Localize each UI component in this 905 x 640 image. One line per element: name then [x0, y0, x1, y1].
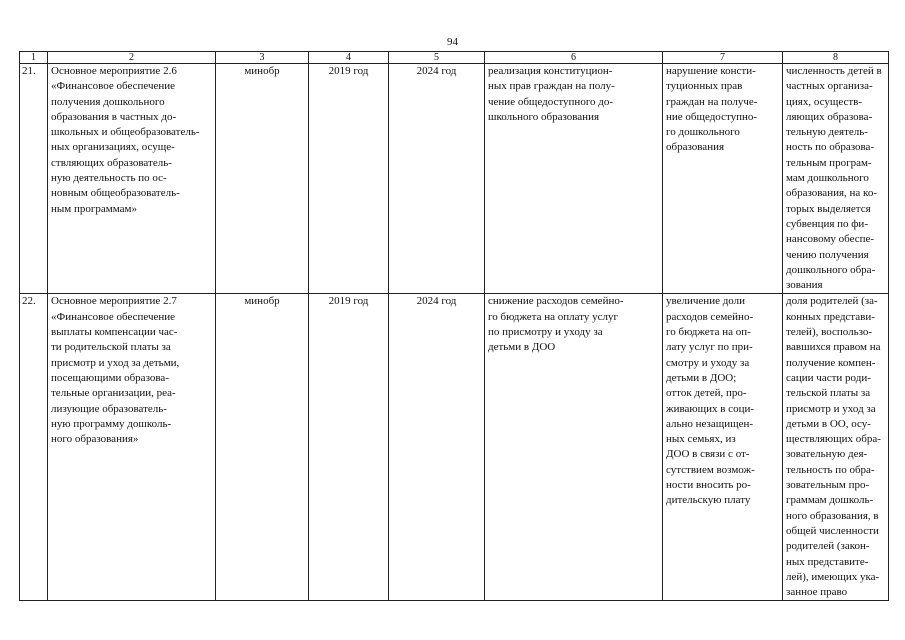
text-line: ствляющих образователь- — [51, 156, 172, 169]
column-number: 6 — [485, 52, 663, 64]
text-line: образования — [666, 141, 725, 154]
executor-cell: минобр — [216, 64, 309, 294]
page-number: 94 — [447, 36, 458, 48]
text-line: общей численности — [786, 524, 879, 537]
text-line: тельные организации, реа- — [51, 387, 176, 400]
text-line: го бюджета на оплату услуг — [488, 310, 619, 323]
executor-cell: минобр — [216, 294, 309, 601]
text-line: Основное мероприятие 2.6 — [51, 65, 177, 77]
text-line: ных представите- — [786, 555, 869, 568]
text-line: ных организациях, осуще- — [51, 141, 175, 154]
text-line: туционных прав — [666, 80, 743, 93]
text-line: зовательную дея- — [786, 448, 868, 461]
text-line: мам дошкольного — [786, 172, 869, 185]
text-line: вавшихся правом на — [786, 341, 881, 354]
column-number: 5 — [389, 52, 485, 64]
text-line: дительскую плату — [666, 494, 751, 507]
text-line: сутствием возмож- — [666, 463, 755, 476]
end-year-cell: 2024 год — [389, 64, 485, 294]
start-year-cell: 2019 год — [309, 64, 389, 294]
text-line: чению получения — [786, 248, 869, 261]
column-number: 1 — [20, 52, 48, 64]
measure-cell — [48, 64, 216, 294]
text-line: граждан на получе- — [666, 95, 758, 108]
text-line: го бюджета на оп- — [666, 326, 751, 339]
text-line: телей), воспользо- — [786, 326, 873, 339]
result-cell — [485, 294, 663, 601]
text-line: ным программам» — [51, 202, 137, 215]
text-line: лей), имеющих ука- — [786, 570, 880, 583]
text-line: по присмотру и уходу за — [488, 326, 603, 339]
text-line: образования, на ко- — [786, 187, 877, 200]
text-line: реализация конституцион- — [488, 65, 613, 77]
text-line: ности вносить ро- — [666, 479, 751, 492]
text-line: циях, осуществ- — [786, 95, 863, 108]
text-line: численность детей в — [786, 65, 882, 77]
text-line: ных семьях, из — [666, 433, 736, 446]
text-line: получение компен- — [786, 356, 876, 369]
column-number: 2 — [48, 52, 216, 64]
text-line: снижение расходов семейно- — [488, 295, 624, 308]
text-line: конных представи- — [786, 310, 875, 323]
text-line: смотру и уходу за — [666, 356, 750, 369]
text-line: детьми в ДОО; — [666, 371, 737, 384]
text-line: занное право — [786, 586, 848, 599]
text-line: школьного образования — [488, 110, 600, 123]
column-number: 4 — [309, 52, 389, 64]
measures-table — [19, 51, 889, 601]
text-line: «Финансовое обеспечение — [51, 310, 176, 323]
measure-cell — [48, 294, 216, 601]
text-line: расходов семейно- — [666, 310, 754, 323]
start-year-cell: 2019 год — [309, 294, 389, 601]
text-line: нансовому обеспе- — [786, 233, 875, 246]
text-line: ность по образова- — [786, 141, 875, 154]
text-line: ного образования, в — [786, 509, 879, 522]
indicator-cell — [783, 294, 889, 601]
table-row — [20, 294, 889, 601]
text-line: тельность по обра- — [786, 463, 875, 476]
text-line: субвенция по фи- — [786, 217, 868, 230]
text-line: родителей (закон- — [786, 540, 870, 553]
text-line: дошкольного обра- — [786, 263, 876, 276]
table-row — [20, 64, 889, 294]
text-line: нарушение консти- — [666, 65, 756, 77]
row-number: 21. — [20, 64, 48, 294]
column-number: 7 — [663, 52, 783, 64]
text-line: тельской платы за — [786, 387, 871, 400]
text-line: ществляющих обра- — [786, 433, 881, 446]
text-line: тельным програм- — [786, 156, 872, 169]
text-line: присмотр и уход за детьми, — [51, 356, 180, 369]
text-line: посещающими образова- — [51, 371, 169, 384]
text-line: выплаты компенсации час- — [51, 326, 178, 339]
text-line: новным общеобразователь- — [51, 187, 180, 200]
text-line: детьми в ДОО — [488, 341, 556, 354]
text-line: ляющих образова- — [786, 110, 873, 123]
text-line: частных организа- — [786, 80, 873, 93]
text-line: тельную деятель- — [786, 126, 868, 139]
text-line: ально незащищен- — [666, 417, 754, 430]
text-line: Основное мероприятие 2.7 — [51, 295, 177, 308]
text-line: ную программу дошколь- — [51, 417, 172, 430]
text-line: ную деятельность по ос- — [51, 172, 167, 185]
column-number: 8 — [783, 52, 889, 64]
row-number: 22. — [20, 294, 48, 601]
text-line: присмотр и уход за — [786, 402, 876, 415]
text-line: го дошкольного — [666, 126, 740, 139]
text-line: школьных и общеобразователь- — [51, 126, 200, 139]
column-number: 3 — [216, 52, 309, 64]
text-line: лату услуг по при- — [666, 341, 753, 354]
text-line: лизующие образователь- — [51, 402, 167, 415]
text-line: доля родителей (за- — [786, 295, 878, 308]
consequence-cell — [663, 64, 783, 294]
column-number-row — [20, 52, 889, 64]
text-line: увеличение доли — [666, 295, 746, 308]
text-line: живающих в соци- — [666, 402, 755, 415]
indicator-cell — [783, 64, 889, 294]
consequence-cell — [663, 294, 783, 601]
text-line: ного образования» — [51, 433, 139, 446]
text-line: ти родительской платы за — [51, 341, 171, 354]
text-line: граммам дошколь- — [786, 494, 874, 507]
text-line: ных прав граждан на полу- — [488, 80, 615, 93]
text-line: отток детей, про- — [666, 387, 747, 400]
text-line: чение общедоступного до- — [488, 95, 614, 108]
text-line: получения дошкольного — [51, 95, 165, 108]
text-line: торых выделяется — [786, 202, 871, 215]
text-line: зовательным про- — [786, 479, 870, 492]
result-cell — [485, 64, 663, 294]
text-line: «Финансовое обеспечение — [51, 80, 176, 93]
text-line: ДОО в связи с от- — [666, 448, 750, 461]
end-year-cell: 2024 год — [389, 294, 485, 601]
text-line: зования — [786, 279, 823, 292]
text-line: сации части роди- — [786, 371, 871, 384]
text-line: ние общедоступно- — [666, 110, 758, 123]
text-line: образования в частных до- — [51, 110, 177, 123]
text-line: детьми в ОО, осу- — [786, 417, 871, 430]
